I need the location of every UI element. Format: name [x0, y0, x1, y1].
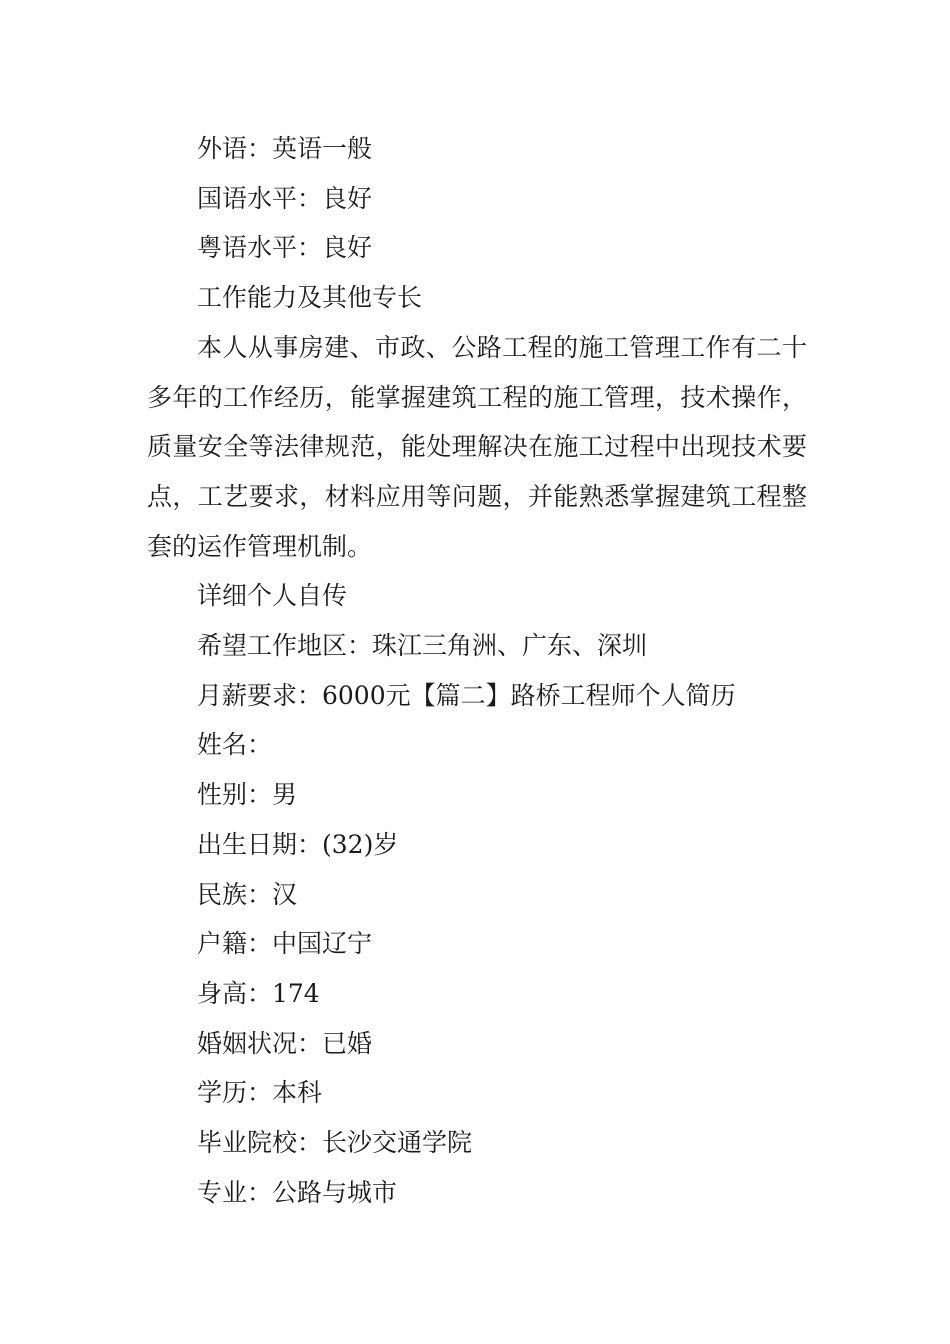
ethnicity-line: 民族：汉 — [197, 879, 298, 909]
gender-line: 性别：男 — [197, 780, 298, 810]
salary-line: 月薪要求：6000元【篇二】路桥工程师个人简历 — [197, 680, 736, 710]
height-line: 身高：174 — [197, 978, 320, 1008]
marital-status-line: 婚姻状况：已婚 — [197, 1028, 373, 1058]
cantonese-level-line: 粤语水平：良好 — [197, 233, 373, 263]
school-line: 毕业院校：长沙交通学院 — [197, 1128, 473, 1158]
autobiography-heading: 详细个人自传 — [197, 581, 348, 611]
name-line: 姓名： — [197, 730, 273, 760]
skills-heading: 工作能力及其他专长 — [197, 283, 423, 313]
household-line: 户籍：中国辽宁 — [197, 929, 373, 959]
foreign-language-line: 外语：英语一般 — [197, 134, 373, 163]
education-line: 学历：本科 — [197, 1078, 323, 1108]
major-line: 专业：公路与城市 — [197, 1177, 398, 1207]
work-location-line: 希望工作地区：珠江三角洲、广东、深圳 — [197, 631, 648, 661]
document-body — [147, 124, 807, 1217]
skills-paragraph: 本人从事房建、市政、公路工程的施工管理工作有二十多年的工作经历，能掌握建筑工程的施工管理，技术操作，质量安全等法律规范，能处理解决在施工过程中出现技术要点，工艺要求，材料应用等问题，并能熟悉掌握建筑工程整套的运作管理机制。 — [147, 332, 807, 561]
birth-line: 出生日期：(32)岁 — [197, 829, 399, 859]
mandarin-level-line: 国语水平：良好 — [197, 183, 373, 213]
